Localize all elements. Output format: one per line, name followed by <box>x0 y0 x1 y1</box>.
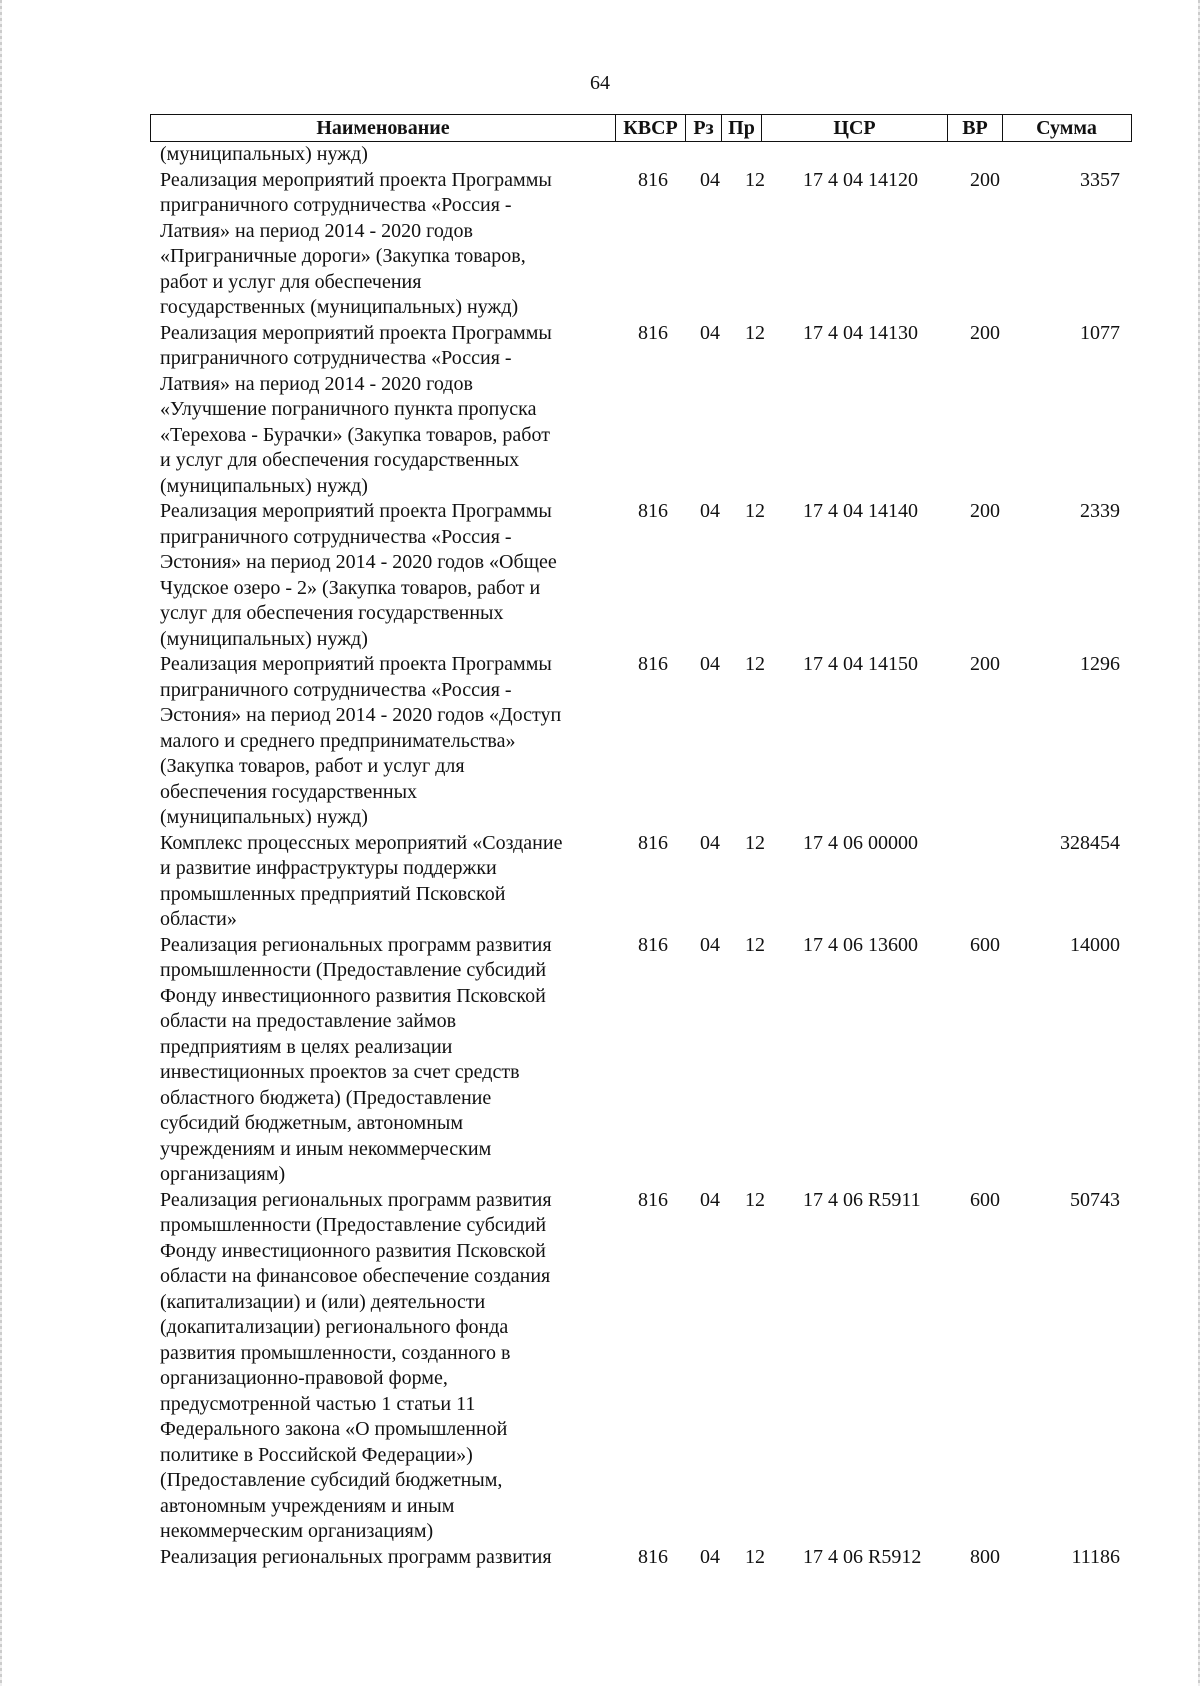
row-pr: 12 <box>745 653 765 675</box>
row-vr: 600 <box>970 933 1000 956</box>
row-kvsr: 816 <box>638 1188 668 1211</box>
row-pr: 12 <box>745 168 765 191</box>
table-row <box>160 831 1120 933</box>
row-name: Реализация региональных программ развития <box>160 1545 552 1568</box>
row-kvsr: 816 <box>638 500 668 522</box>
scan-edge-left <box>0 0 2 1686</box>
row-csr: 17 4 04 14120 <box>803 168 918 191</box>
row-kvsr: 816 <box>638 1545 668 1568</box>
header-rz: Рз <box>686 115 722 141</box>
row-name: Реализация региональных программ развития промышленности (Предоставление субсидий Фонду инвестиционного развития Псковской области на финансовое обеспечение создания (капитализации) и (или) деятельности (докапитализации) регионального фонда развития промышленности, созданного в организационно-правовой форме, предусмотренной частью 1 статьи 11 Федерального закона «О промышленной политике в Российской Федерации») (Предоставление субсидий бюджетным, автономным учреждениям и иным некоммерческим организациям) <box>160 1188 552 1542</box>
table-row <box>160 1188 1120 1545</box>
header-pr: Пр <box>722 115 762 141</box>
row-sum: 11186 <box>1071 1545 1120 1568</box>
table-row <box>160 321 1120 500</box>
row-pr: 12 <box>745 933 765 956</box>
row-csr: 17 4 06 00000 <box>803 831 918 854</box>
row-kvsr: 816 <box>638 933 668 956</box>
row-sum: 1296 <box>1080 653 1120 675</box>
row-rz: 04 <box>700 500 720 522</box>
row-name: Реализация мероприятий проекта Программы приграничного сотрудничества «Россия - Латвия» на период 2014 - 2020 годов «Улучшение пограничного пункта пропуска «Терехова - Бурачки» (Закупка товаров, работ и услуг для обеспечения государственных (муниципальных) нужд) <box>160 321 552 497</box>
row-csr: 17 4 06 R5911 <box>803 1188 921 1211</box>
row-sum: 1077 <box>1080 321 1120 344</box>
header-vr: ВР <box>948 115 1003 141</box>
row-rz: 04 <box>700 831 720 854</box>
row-name: Реализация мероприятий проекта Программы приграничного сотрудничества «Россия - Эстония» на период 2014 - 2020 годов «Доступ малого и среднего предпринимательства» (Закупка товаров, работ и услуг для обеспечения государственных (муниципальных) нужд) <box>160 653 562 828</box>
table-row <box>160 652 1120 831</box>
header-sum: Сумма <box>1036 117 1097 139</box>
table-row <box>160 142 1120 168</box>
row-name: Реализация региональных программ развития промышленности (Предоставление субсидий Фонду инвестиционного развития Псковской области на предоставление займов предприятиям в целях реализации инвестиционных проектов за счет средств областного бюджета) (Предоставление субсидий бюджетным, автономным учреждениям и иным некоммерческим организациям) <box>160 933 552 1185</box>
row-csr: 17 4 06 R5912 <box>803 1545 922 1568</box>
row-kvsr: 816 <box>638 653 668 675</box>
header-kvsr: КВСР <box>616 115 686 141</box>
row-vr: 800 <box>970 1545 1000 1568</box>
row-csr: 17 4 04 14130 <box>803 321 918 344</box>
row-rz: 04 <box>700 168 720 191</box>
row-vr: 200 <box>970 653 1000 675</box>
row-kvsr: 816 <box>638 831 668 854</box>
row-name: Реализация мероприятий проекта Программы приграничного сотрудничества «Россия - Латвия» на период 2014 - 2020 годов «Приграничные дороги» (Закупка товаров, работ и услуг для обеспечения государственных (муниципальных) нужд) <box>160 168 552 318</box>
row-rz: 04 <box>700 933 720 956</box>
row-pr: 12 <box>745 1545 765 1568</box>
row-rz: 04 <box>700 1188 720 1211</box>
table-row <box>160 1545 1120 1571</box>
header-csr: ЦСР <box>762 115 948 141</box>
row-csr: 17 4 04 14140 <box>803 500 918 522</box>
row-csr: 17 4 06 13600 <box>803 933 918 956</box>
header-name: Наименование <box>151 115 616 141</box>
row-sum: 14000 <box>1070 933 1120 956</box>
row-name: (муниципальных) нужд) <box>160 143 368 165</box>
row-name: Реализация мероприятий проекта Программы приграничного сотрудничества «Россия - Эстония» на период 2014 - 2020 годов «Общее Чудское озеро - 2» (Закупка товаров, работ и услуг для обеспечения государственных (муниципальных) нужд) <box>160 500 557 650</box>
row-vr: 200 <box>970 500 1000 522</box>
table-row <box>160 499 1120 652</box>
row-kvsr: 816 <box>638 168 668 191</box>
row-pr: 12 <box>745 500 765 522</box>
row-rz: 04 <box>700 1545 720 1568</box>
row-vr: 200 <box>970 168 1000 191</box>
row-csr: 17 4 04 14150 <box>803 653 918 675</box>
row-kvsr: 816 <box>638 321 668 344</box>
row-pr: 12 <box>745 831 765 854</box>
row-rz: 04 <box>700 321 720 344</box>
row-vr: 200 <box>970 321 1000 344</box>
row-rz: 04 <box>700 653 720 675</box>
row-sum: 2339 <box>1080 500 1120 522</box>
row-pr: 12 <box>745 1188 765 1211</box>
table-header <box>150 114 1132 142</box>
row-name: Комплекс процессных мероприятий «Создание и развитие инфраструктуры поддержки промышленных предприятий Псковской области» <box>160 831 563 930</box>
row-sum: 3357 <box>1080 168 1120 191</box>
page-number: 64 <box>590 72 610 94</box>
table-body <box>160 142 1120 1570</box>
table-row <box>160 168 1120 321</box>
row-pr: 12 <box>745 321 765 344</box>
row-sum: 50743 <box>1070 1188 1120 1211</box>
table-row <box>160 933 1120 1188</box>
row-vr: 600 <box>970 1188 1000 1211</box>
row-sum: 328454 <box>1060 831 1120 854</box>
